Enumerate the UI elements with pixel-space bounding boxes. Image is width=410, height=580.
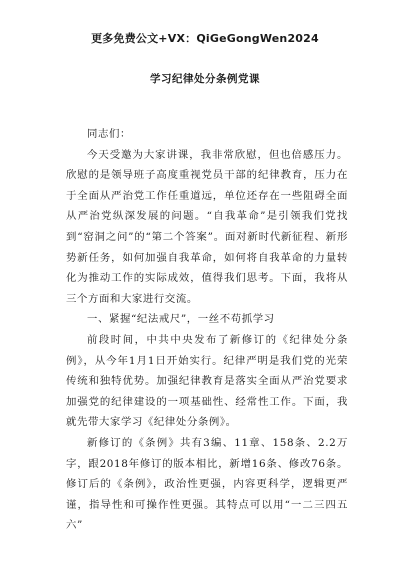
document-title: 学习纪律处分条例党课 bbox=[150, 73, 260, 85]
header-banner: 更多免费公文+VX：QiGeGongWen2024 bbox=[91, 32, 319, 45]
body-paragraph: 今天受邀为大家讲课，我非常欣慰，但也倍感压力。欣慰的是领导班子高度重视党员干部的纪律教育，压力在于全面从严治党工作任重道远，单位还存在一些阻碍全面从严治党纵深发展的问题。“自我革命”是引领我们党找到“窑洞之问”的“第二个答案”。面对新时代新征程、新形势新任务，如何加强自我革命，如何将自我革命的力量转化为推动工作的实际成效，值得我们思考。下面，我将从三个方面和大家进行交流。 bbox=[66, 148, 348, 305]
document-body bbox=[66, 124, 348, 536]
salutation: 同志们： bbox=[87, 128, 131, 140]
body-paragraph: 前段时间，中共中央发布了新修订的《纪律处分条例》，从今年1月1日开始实行。纪律严明是我们党的光荣传统和独特优势。加强纪律教育是落实全面从严治党要求加强党的纪律建设的一项基础性、经常性工作。下面，我就先带大家学习《纪律处分条例》。 bbox=[66, 333, 348, 429]
section-heading: 一、紧握“纪法戒尺”，一丝不苟抓学习 bbox=[87, 313, 275, 326]
body-paragraph: 新修订的《条例》共有3编、11章、158条、2.2万字，跟2018年修订的版本相比，新增16条、修改76条。修订后的《条例》，政治性更强，内容更科学，逻辑更严谨，指导性和可操作性更强。其特点可以用“一二三四五六” bbox=[66, 436, 348, 532]
